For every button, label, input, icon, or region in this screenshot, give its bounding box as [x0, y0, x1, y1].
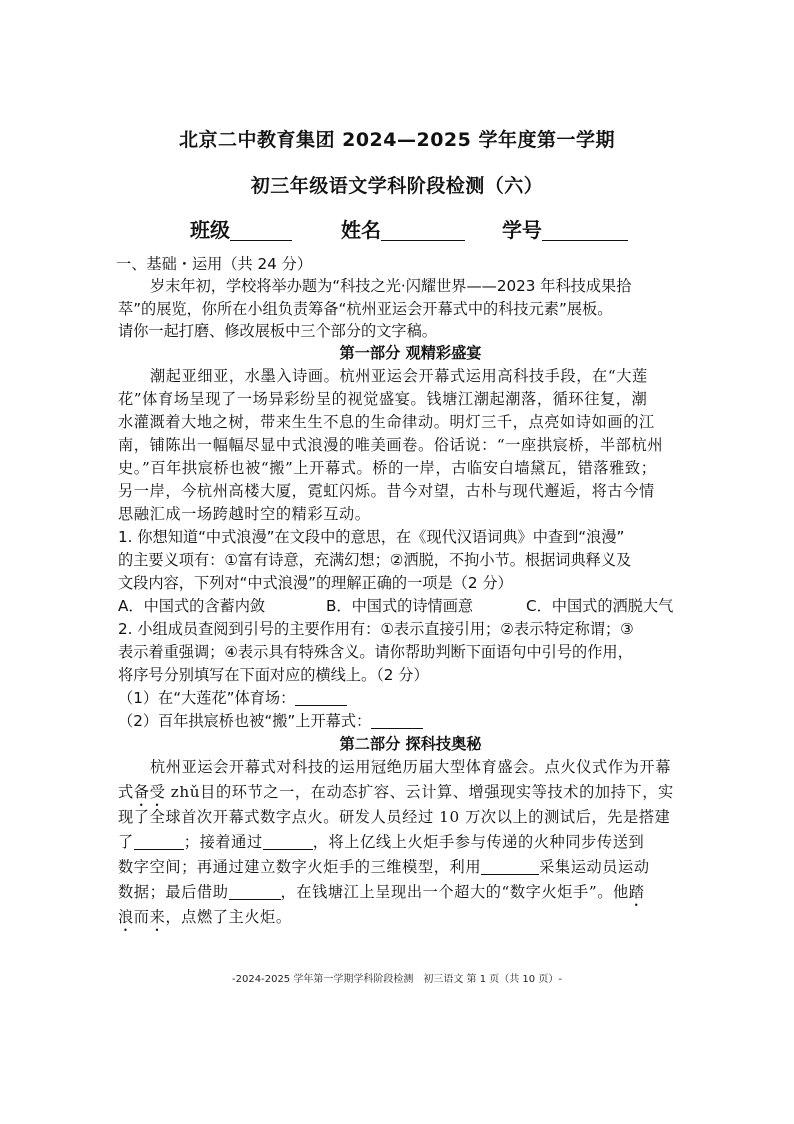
- question-1-line: 1. 你想知道“中式浪漫”在文段中的意思，在《现代汉语词典》中查到“浪漫”: [118, 528, 625, 546]
- passage-line: 潮起亚细亚，水墨入诗画。杭州亚运会开幕式运用高科技手段，在“大莲: [150, 367, 648, 385]
- passage-line: [118, 882, 703, 910]
- question-2-item-2-label: （2）百年拱宸桥也被“搬”上开幕式：: [118, 712, 372, 730]
- intro-line: 岁末年初，学校将举办题为“科技之光·闪耀世界——2023 年科技成果拾: [150, 277, 632, 295]
- passage-line: 史。”百年拱宸桥也被“搬”上开幕式。桥的一岸，古临安白墙黛瓦，错落雅致；: [118, 459, 657, 477]
- passage-line: 另一岸，今杭州高楼大厦，霓虹闪烁。昔今对望，古朴与现代邂逅，将古今情: [118, 482, 655, 500]
- passage-line: [118, 832, 703, 852]
- section-heading: 一、基础・运用（共 24 分）: [116, 255, 313, 273]
- passage-line: [118, 857, 703, 877]
- passage-text: ；接着通过: [183, 833, 263, 851]
- student-id-field[interactable]: [542, 220, 628, 241]
- passage-text: ，在钱塘江上呈现出一个超大的“数字火炬手”。他: [280, 883, 629, 901]
- name-label: 姓名: [340, 218, 381, 242]
- question-1-options: [118, 596, 703, 616]
- passage-line: 花”体育场呈现了一场异彩纷呈的视觉盛宴。钱塘江潮起潮落，循环往复，潮: [118, 390, 648, 408]
- exam-subtitle: 初三年级语文学科阶段检测（六）: [250, 175, 544, 197]
- option-a[interactable]: A．中国式的含蓄内敛: [118, 597, 266, 615]
- question-2-line: 将序号分别填写在下面对应的横线上。（2 分）: [118, 666, 429, 684]
- passage-line: 杭州亚运会开幕式对科技的运用冠绝历届大型体育盛会。点火仪式作为开幕: [150, 758, 671, 776]
- class-field[interactable]: [230, 220, 292, 241]
- class-label: 班级: [190, 218, 230, 242]
- question-2-item-1-label: （1）在“大莲花”体育场：: [118, 689, 296, 707]
- name-field[interactable]: [381, 220, 465, 241]
- emphasized-word: 踏: [628, 883, 645, 901]
- option-b[interactable]: B．中国式的诗情画意: [326, 597, 474, 615]
- question-2-line: 表示着重强调；④表示具有特殊含义。请你帮助判断下面语句中引号的作用，: [118, 643, 633, 661]
- passage-text: zhǔ目的环节之一，在动态扩容、云计算、增强现实等技术的加持下，实: [165, 783, 674, 801]
- intro-line: 萃”的展览，你所在小组负责筹备“杭州亚运会开幕式中的科技元素”展板。: [118, 300, 613, 318]
- intro-line: 请你一起打磨、修改展板中三个部分的文字稿。: [118, 322, 437, 340]
- passage-text: 而: [133, 908, 150, 926]
- passage-line: 现了全球首次开幕式数字点火。研发人员经过 10 万次以上的测试后，先是搭建: [118, 808, 671, 826]
- answer-blank[interactable]: [134, 833, 184, 850]
- part1-heading: 第一部分 观精彩盛宴: [339, 344, 482, 362]
- passage-text: 数字空间；再通过建立数字火炬手的三维模型，利用: [118, 858, 482, 876]
- passage-text: 采集运动员运动: [539, 858, 650, 876]
- passage-text: 数据；最后借助: [118, 883, 229, 901]
- emphasized-word: 浪: [118, 908, 134, 926]
- emphasized-word: 备受: [133, 783, 166, 801]
- passage-text: ，将上亿线上火炬手参与传递的火种同步传送到: [312, 833, 645, 851]
- passage-line: 思融汇成一场跨越时空的精彩互动。: [118, 505, 371, 523]
- passage-text: ，点燃了主火炬。: [165, 908, 292, 926]
- answer-blank[interactable]: [371, 712, 423, 729]
- id-label: 学号: [501, 218, 542, 242]
- question-2-line: 2. 小组成员查阅到引号的主要作用有：①表示直接引用；②表示特定称谓；③: [118, 620, 634, 638]
- passage-line: 水灌溉着大地之树，带来生生不息的生命律动。明灯三千，点亮如诗如画的江: [118, 413, 655, 431]
- answer-blank[interactable]: [229, 883, 281, 900]
- passage-text: 了: [118, 833, 134, 851]
- question-2-item: [118, 711, 703, 731]
- part2-heading: 第二部分 探科技奥秘: [339, 735, 482, 753]
- passage-line: [118, 782, 703, 810]
- student-info-row: [190, 214, 650, 243]
- answer-blank[interactable]: [481, 858, 539, 875]
- page-footer: -2024-2025 学年第一学期学科阶段检测 初三语文 第 1 页（共 10 页）-: [232, 974, 562, 985]
- emphasized-word: 来: [149, 908, 166, 926]
- option-c[interactable]: C．中国式的洒脱大气: [526, 597, 674, 615]
- answer-blank[interactable]: [263, 833, 313, 850]
- question-2-item: [118, 688, 703, 708]
- question-1-line: 文段内容，下列对“中式浪漫”的理解正确的一项是（2 分）: [118, 574, 513, 592]
- passage-line: [118, 907, 703, 935]
- passage-line: 南，铺陈出一幅幅尽显中式浪漫的唯美画卷。俗话说：“一座拱宸桥，半部杭州: [118, 436, 664, 454]
- exam-title: 北京二中教育集团 2024—2025 学年度第一学期: [179, 129, 615, 151]
- question-1-line: 的主要义项有：①富有诗意，充满幻想；②洒脱，不拘小节。根据词典释义及: [118, 551, 632, 569]
- passage-text: 式: [118, 783, 134, 801]
- answer-blank[interactable]: [295, 689, 347, 706]
